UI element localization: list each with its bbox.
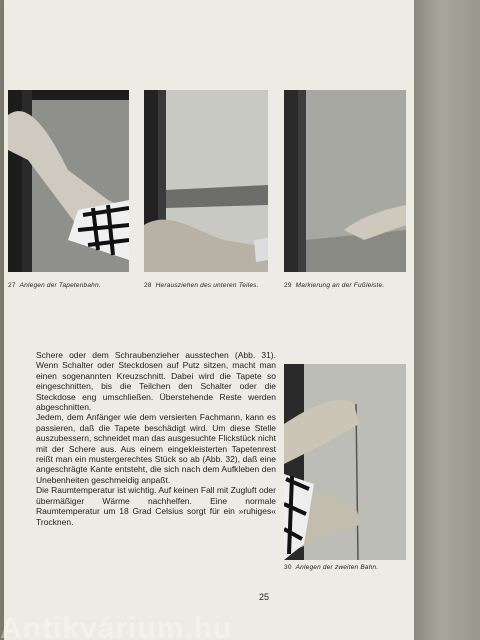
paragraph-1: Schere oder dem Schraubenzieher ausstechen (Abb. 31). Wenn Schalter oder Steckdosen auf Putz sitzen, macht man einen sogenannten Kreuzschnitt. Dabei wird die Tapete so eingeschnitten, bis die Teilchen den Schalter oder die Steckdose eng umschließen. Überstehende Reste werden abgeschnitten. (36, 350, 276, 413)
book-spine (414, 0, 480, 640)
paragraph-2: Jedem, dem Anfänger wie dem versierten Fachmann, kann es passieren, daß die Tapete beschädigt wird. Um diese Stelle auszubessern, schneidet man das ausgesuchte Flickstück nicht mit der Schere aus. Aus einem eingekleisterten Tapetenrest reißt man ein mustergerechtes Stück so ab (Abb. 32), daß eine angeschrägte Kante entsteht, die sich nach dem Aufkleben den Unebenheiten geschmeidig anpaßt. (36, 412, 276, 485)
caption-27: 27 Anlegen der Tapetenbahn. (8, 282, 101, 289)
caption-28: 28 Herausziehen des unteren Teiles. (144, 282, 259, 289)
paragraph-3: Die Raumtemperatur ist wichtig. Auf keinen Fall mit Zugluft oder übermäßiger Wärme nachhelfen. Eine normale Raumtemperatur um 18 Grad Celsius sorgt für ein »ruhiges« Trocknen. (36, 485, 276, 527)
caption-30: 30 Anlegen der zweiten Bahn. (284, 564, 379, 571)
photo-29 (284, 90, 406, 272)
book-page (4, 0, 414, 640)
body-text (36, 350, 276, 527)
caption-29: 29 Markierung an der Fußleiste. (284, 282, 385, 289)
photo-28 (144, 90, 268, 272)
page-number: 25 (259, 592, 270, 602)
watermark: Antikvárium.hu (0, 612, 233, 640)
photo-30 (284, 364, 406, 560)
photo-27 (8, 90, 129, 272)
